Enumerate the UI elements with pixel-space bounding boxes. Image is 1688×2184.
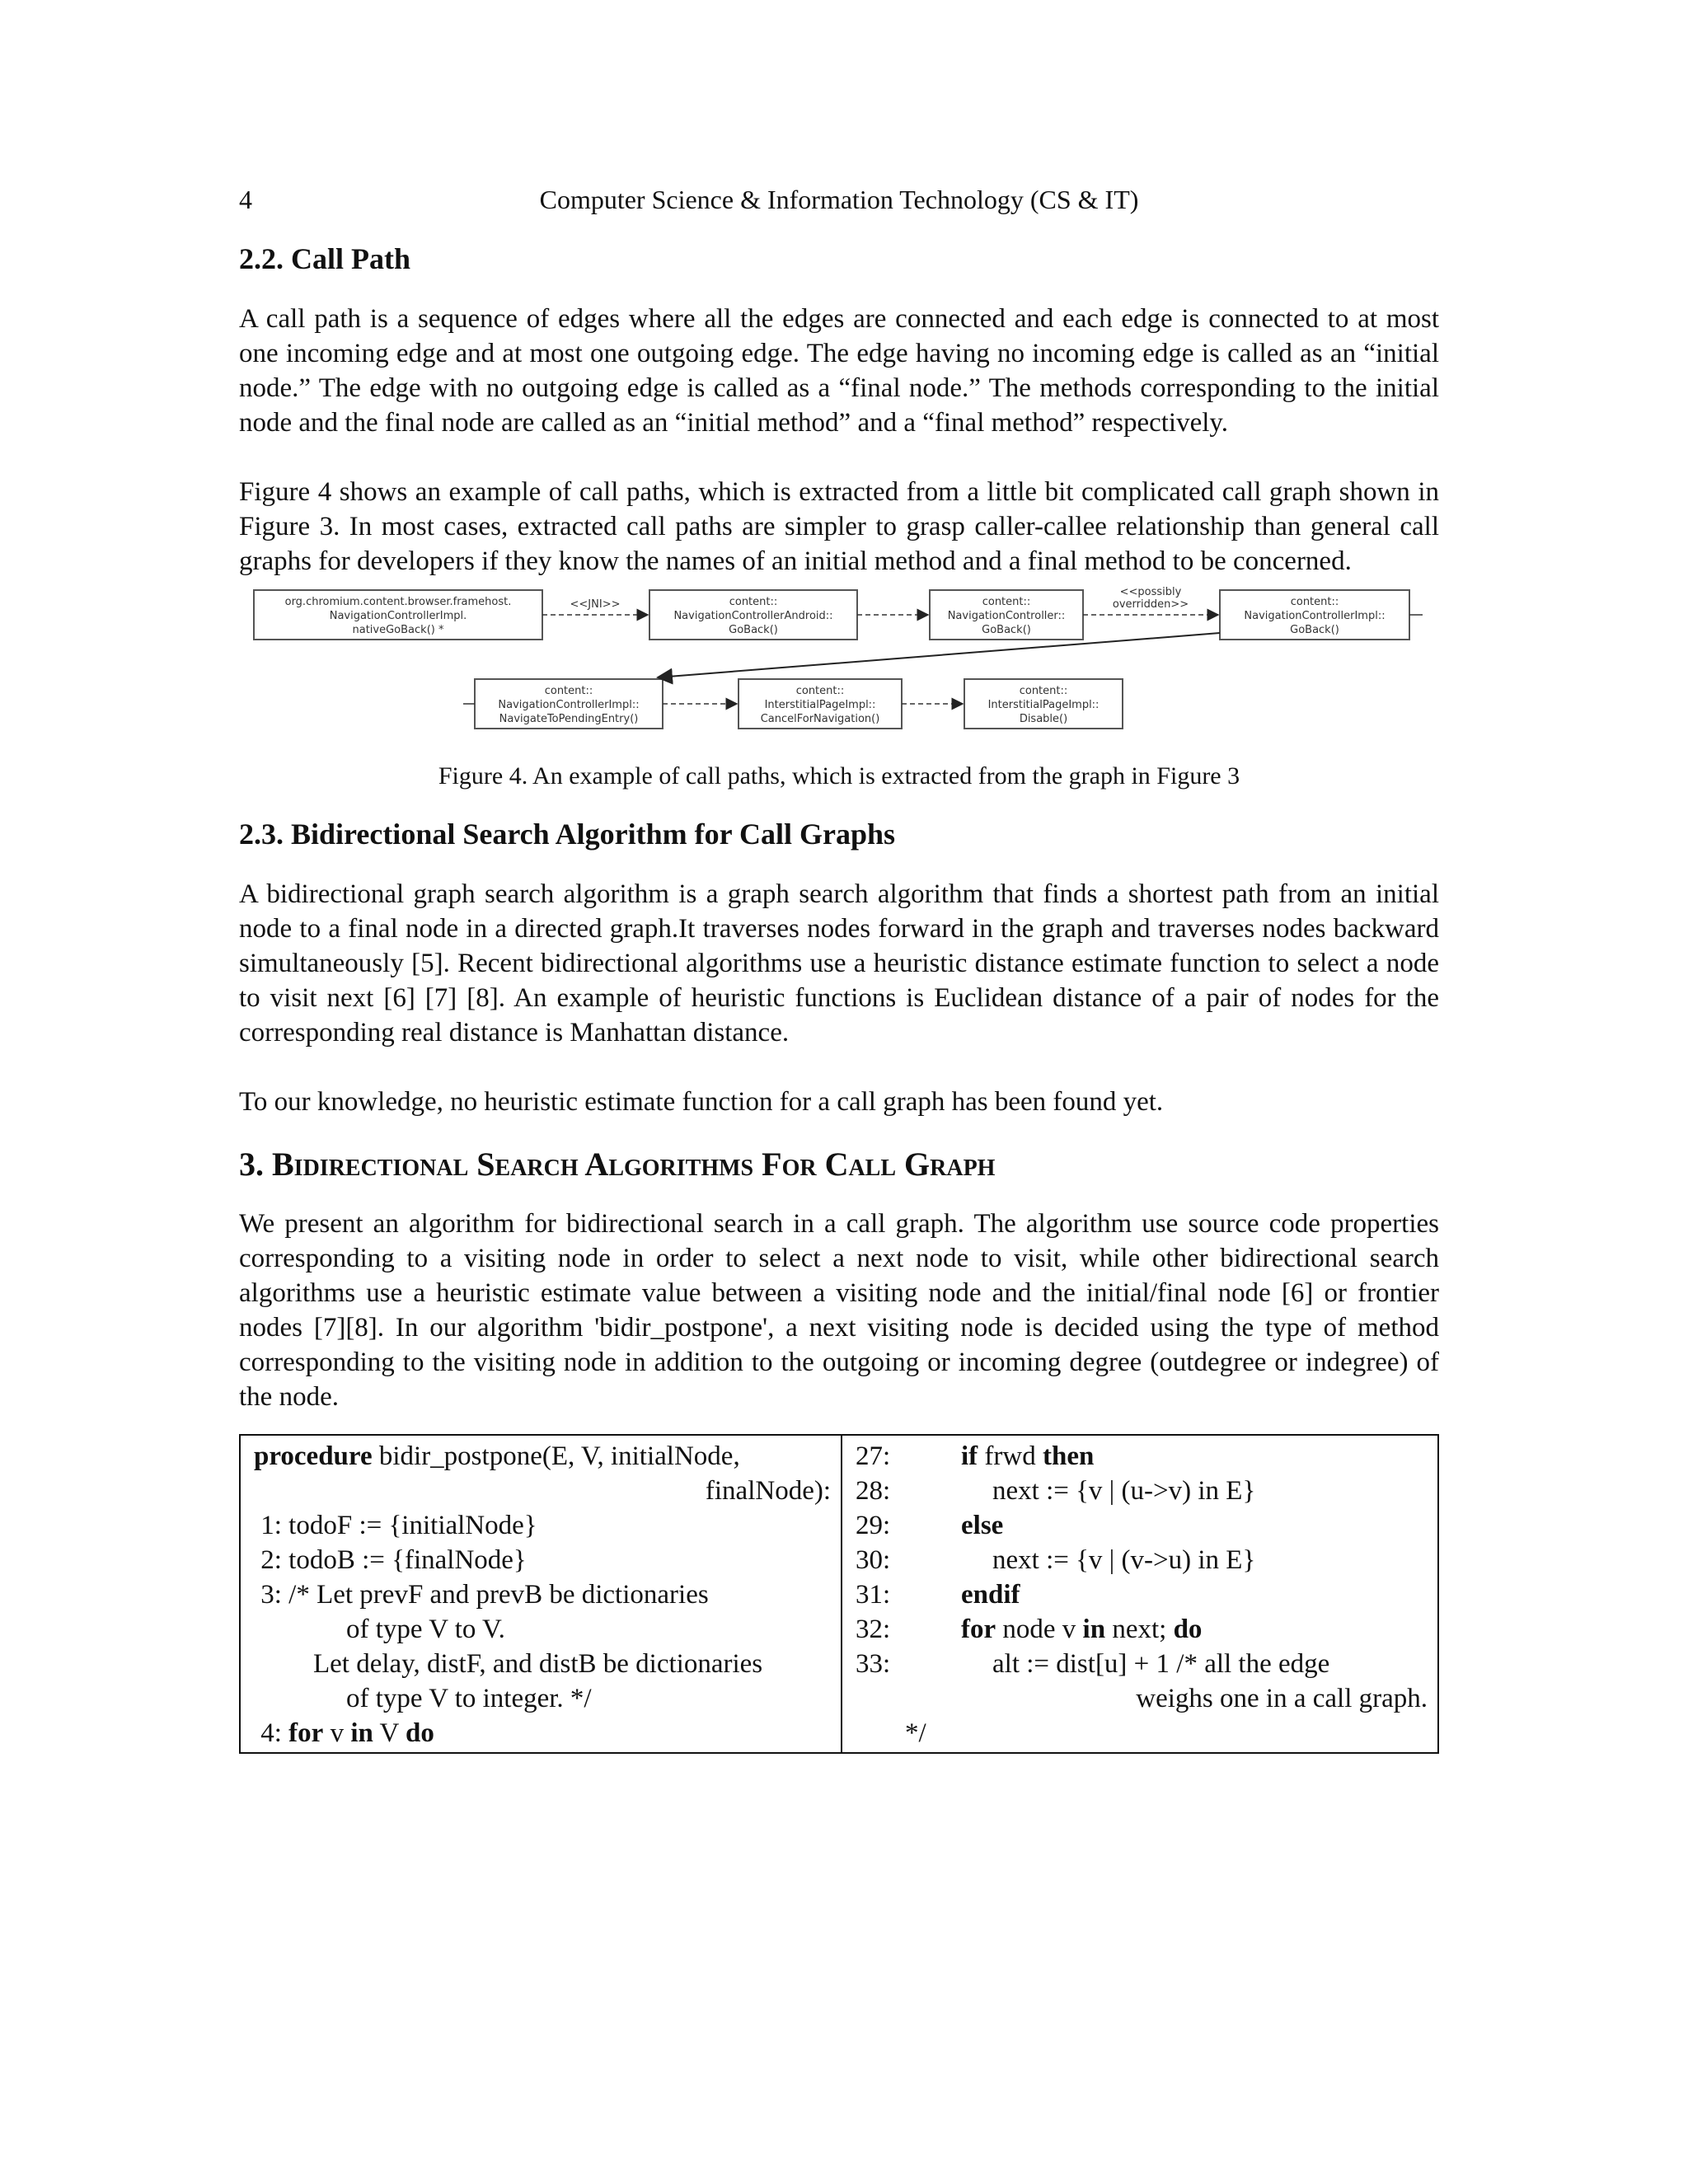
svg-text:content::: content:: <box>729 596 778 608</box>
algo-line-28: 28: next := {v | (u->v) in E} <box>856 1476 1256 1506</box>
spacer <box>239 1119 1439 1136</box>
svg-text:overridden>>: overridden>> <box>1112 598 1189 611</box>
page-content <box>239 234 1439 1754</box>
svg-text:content::: content:: <box>795 685 845 697</box>
svg-text:content::: content:: <box>982 596 1031 608</box>
edge-jni <box>542 598 648 615</box>
algorithm-listing <box>239 1434 1439 1754</box>
spacer <box>239 859 1439 877</box>
svg-text:nativeGoBack() *: nativeGoBack() * <box>352 624 444 636</box>
svg-text:<<possibly: <<possibly <box>1119 586 1182 598</box>
spacer <box>239 440 1439 475</box>
svg-text:GoBack(): GoBack() <box>1290 624 1339 636</box>
algo-line-33: 33: alt := dist[u] + 1 /* all the edge <box>856 1649 1330 1679</box>
node-native-go-back <box>254 590 542 640</box>
algo-line-4: 4: for v in V do <box>254 1718 434 1748</box>
algo-line-31: 31: endif <box>856 1580 1020 1610</box>
svg-text:NavigationControllerAndroid::: NavigationControllerAndroid:: <box>673 610 833 622</box>
svg-text:content::: content:: <box>544 685 593 697</box>
svg-text:<<JNI>>: <<JNI>> <box>570 598 621 611</box>
section-3-paragraph-1: We present an algorithm for bidirectional search in a call graph. The algorithm use source code properties corresponding to a visiting node in order to select a next node to visit, while other bidirectional search algorithms use a heuristic estimate value between a visiting node and the initial/final node [6] or frontier nodes [7][8]. In our algorithm 'bidir_postpone', a next visiting node is decided using the type of method corresponding to the visiting node in addition to the outgoing or incoming degree (outdegree or indegree) of the node. <box>239 1209 1439 1412</box>
section-2-2-heading: 2.2. Call Path <box>239 242 411 275</box>
edge-possibly-overridden <box>1083 586 1218 615</box>
keyword-procedure: procedure <box>254 1441 373 1471</box>
svg-text:NavigationControllerImpl::: NavigationControllerImpl:: <box>1244 610 1386 622</box>
figure-4-caption: Figure 4. An example of call paths, which is extracted from the graph in Figure 3 <box>438 762 1240 790</box>
algo-line-32: 32: for node v in next; do <box>856 1615 1203 1644</box>
algo-line-2: 2: todoB := {finalNode} <box>254 1545 527 1575</box>
algo-line-27: 27: if frwd then <box>856 1441 1095 1471</box>
call-path-diagram <box>239 585 1439 750</box>
journal-title: Computer Science & Information Technology (CS & IT) <box>539 185 1139 214</box>
svg-text:NavigateToPendingEntry(): NavigateToPendingEntry() <box>499 713 639 725</box>
algo-line-3-cont-1: of type V to V. <box>346 1615 505 1644</box>
algo-line-1: 1: todoF := {initialNode} <box>254 1511 537 1540</box>
algo-line-3: 3: /* Let prevF and prevB be dictionaries <box>254 1580 709 1610</box>
running-header <box>239 185 1439 221</box>
svg-text:Disable(): Disable() <box>1019 713 1068 725</box>
spacer <box>239 284 1439 302</box>
section-2-3-paragraph-1: A bidirectional graph search algorithm is a graph search algorithm that finds a shortest path from an initial node to a final node in a directed graph.It traverses nodes forward in the graph and traverses nodes backward simultaneously [5]. Recent bidirectional algorithms use a heuristic distance estimate function to select a node to visit next [6] [7] [8]. An example of heuristic functions is Euclidean distance of a pair of nodes for the corresponding real distance is Manhattan distance. <box>239 879 1439 1047</box>
svg-text:GoBack(): GoBack() <box>982 624 1031 636</box>
section-3-heading: 3. Bidirectional Search Algorithms For Call Graph <box>239 1146 996 1183</box>
section-2-3-paragraph-2: To our knowledge, no heuristic estimate function for a call graph has been found yet. <box>239 1087 1164 1117</box>
page-number: 4 <box>239 185 252 214</box>
svg-text:InterstitialPageImpl::: InterstitialPageImpl:: <box>987 699 1100 711</box>
algo-line-33-cont: weighs one in a call graph. <box>1136 1684 1428 1713</box>
section-2-2-paragraph-2: Figure 4 shows an example of call paths, which is extracted from a little bit complicated call graph shown in Figure 3. In most cases, extracted call paths are simpler to grasp caller-callee relationship than general call graphs for developers if they know the names of an initial method and a final method to be concerned. <box>239 477 1439 576</box>
algo-line-33-end: */ <box>905 1718 926 1748</box>
svg-text:org.chromium.content.browser.f: org.chromium.content.browser.framehost. <box>284 596 512 608</box>
section-2-2-paragraph-1: A call path is a sequence of edges where all the edges are connected and each edge is connected to at most one incoming edge and at most one outgoing edge. The edge having no incoming edge is called as an “initial node.” The edge with no outgoing edge is called as a “final node.” The methods corresponding to the initial node and the final node are called as an “initial method” and a “final method” respectively. <box>239 304 1439 438</box>
svg-text:CancelForNavigation(): CancelForNavigation() <box>760 713 880 725</box>
section-2-3-heading: 2.3. Bidirectional Search Algorithm for Call Graphs <box>239 818 896 851</box>
svg-text:NavigationControllerImpl::: NavigationControllerImpl:: <box>498 699 640 711</box>
svg-text:GoBack(): GoBack() <box>729 624 778 636</box>
figure-4 <box>239 585 1439 750</box>
svg-text:NavigationController::: NavigationController:: <box>947 610 1066 622</box>
node-interstitial-disable <box>964 679 1123 729</box>
spacer <box>239 1193 1439 1207</box>
algorithm-left-column <box>240 1435 842 1753</box>
node-nav-controller-android-go-back <box>649 590 857 640</box>
algorithm-right-column <box>842 1435 1438 1753</box>
procedure-signature: bidir_postpone(E, V, initialNode, <box>372 1441 740 1471</box>
spacer <box>239 793 1439 809</box>
node-navigate-to-pending-entry <box>475 679 663 729</box>
procedure-signature-cont: finalNode): <box>705 1476 831 1506</box>
svg-text:NavigationControllerImpl.: NavigationControllerImpl. <box>329 610 467 622</box>
svg-text:content::: content:: <box>1290 596 1339 608</box>
node-nav-controller-impl-go-back <box>1220 590 1409 640</box>
svg-text:InterstitialPageImpl::: InterstitialPageImpl:: <box>764 699 876 711</box>
node-cancel-for-navigation <box>738 679 902 729</box>
algo-line-3-cont-2: Let delay, distF, and distB be dictionaries <box>313 1649 763 1679</box>
algo-line-3-cont-3: of type V to integer. */ <box>346 1684 592 1713</box>
algo-line-30: 30: next := {v | (v->u) in E} <box>856 1545 1256 1575</box>
algo-line-29: 29: else <box>856 1511 1004 1540</box>
node-nav-controller-go-back <box>930 590 1083 640</box>
spacer <box>239 1050 1439 1085</box>
svg-text:content::: content:: <box>1019 685 1068 697</box>
